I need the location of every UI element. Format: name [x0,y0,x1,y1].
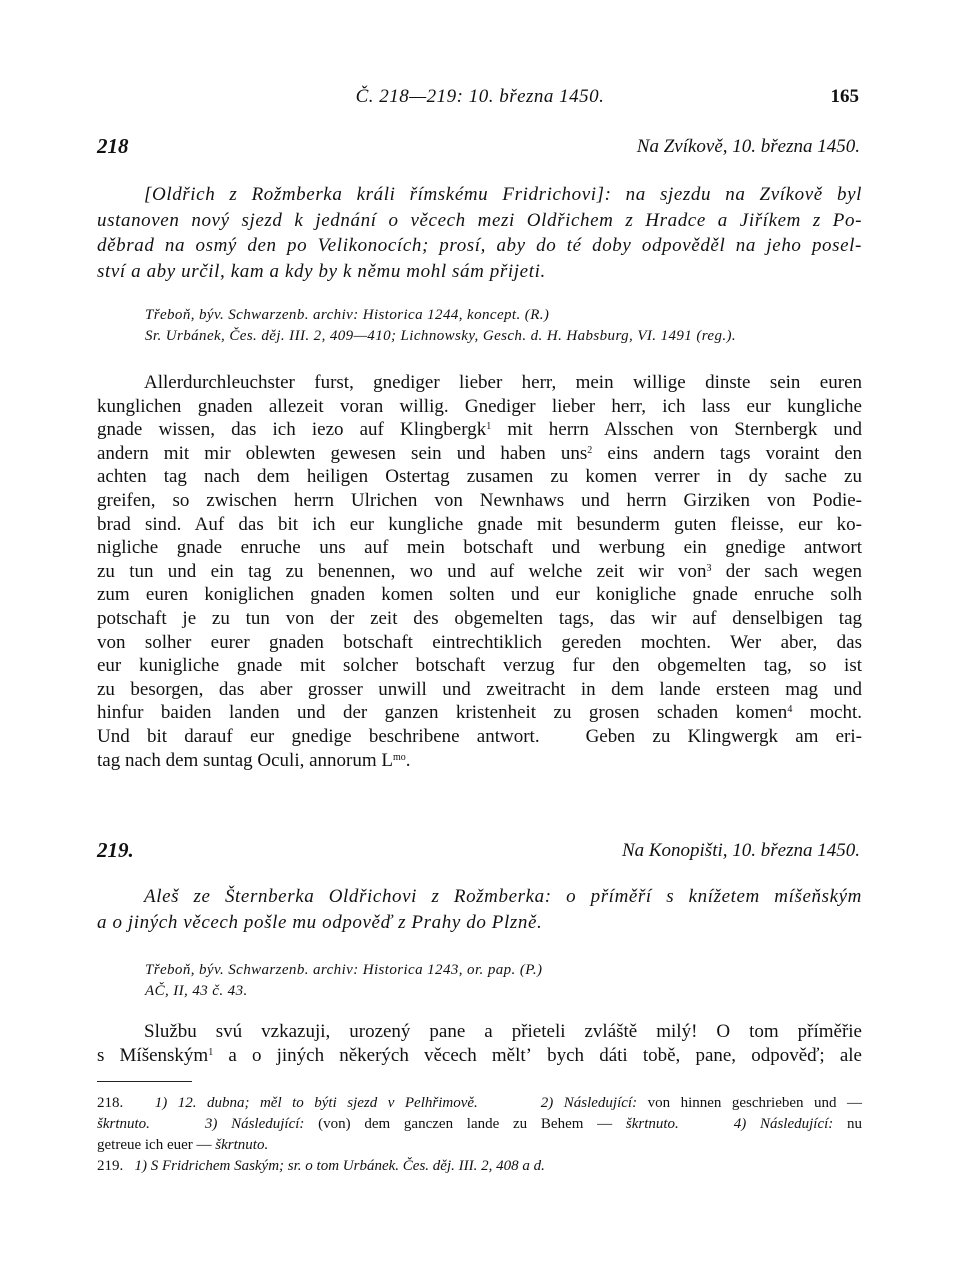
document-number-219: 219. [97,838,134,862]
letter-text-218 [97,371,862,772]
footnote-line: 219. 1) S Fridrichem Saským; sr. o tom Urbánek. Čes. děj. III. 2, 408 a d. [97,1158,545,1174]
text-line: Allerdurchleuchster furst, gnediger lieber herr, mein willige dinste sein euren [144,372,862,393]
text-line: gnade wissen, das ich iezo auf Klingbergk$^1$ mit herrn Alsschen von Sternbergk und [97,419,862,441]
footnote-rule [97,1081,192,1082]
text-line: Službu svú vzkazuji, urozený pane a přieteli zvláště milý! O tom příměřie [144,1021,862,1042]
source-line: Třeboň, býv. Schwarzenb. archiv: Historica 1243, or. pap. (P.) [145,962,543,978]
regest-line: Aleš ze Šternberka Oldřichovi z Rožmberka: o příměří s knížetem míšeňským [144,886,862,907]
footnote-line: 218. 1) 12. dubna; měl to býti sjezd v Pelhřimově. 2) Následující: von hinnen geschrieben und — [97,1095,863,1111]
source-line: Sr. Urbánek, Čes. děj. III. 2, 409—410; Lichnowsky, Gesch. d. H. Habsburg, VI. 1491 (reg.). [145,328,737,344]
regest-line: [Oldřich z Rožmberka králi římskému Fridrichovi]: na sjezdu na Zvíkově byl [144,184,862,205]
text-line: zu tun und ein tag zu benennen, wo und auf welche zeit wir von$^3$ der sach wegen [97,560,862,582]
text-line: achten tag nach dem heiligen Ostertag zusamen zu komen verrer in dy sache zu [97,466,862,488]
footnotes-219 [97,1156,862,1177]
superscript-mo: mo [393,751,406,763]
text-line: greifen, so zwischen herrn Ulrichen von Newnhaws und herrn Girziken von Podie- [97,489,862,511]
text-line: zu besorgen, das aber grosser unwill und zweitracht in dem lande ersteen mag und [97,678,862,700]
regest-219 [97,884,862,935]
letter-text-219 [97,1020,862,1067]
footnote-mark: 3 [706,562,712,574]
source-line: Třeboň, býv. Schwarzenb. archiv: Historica 1244, koncept. (R.) [145,307,550,323]
text-line: eur kunigliche gnade mit solcher botschaft verzug fur den obgemelten tag, so ist [97,655,862,677]
text-line: brad sind. Auf das bit ich eur kungliche gnade mit besunderm guten fleisse, eur ko- [97,513,862,535]
footnote-mark: 1 [208,1046,214,1058]
text-line: zum euren koniglichen gnaden komen solten und eur konigliche gnade enruche solh [97,584,862,606]
regest-line: ství a aby určil, kam a kdy by k němu mohl sám přijeti. [97,260,546,282]
page-number: 165 [830,86,859,107]
regest-line: děbrad na osmý den po Velikonocích; prosí, aby do té doby odpověděl na jeho posel- [97,235,862,256]
footnote-line: škrtnuto. 3) Následující: (von) dem ganczen lande zu Behem — škrtnuto. 4) Následující: nu [97,1116,863,1132]
source-line: AČ, II, 43 č. 43. [145,983,248,999]
archival-source-219 [145,960,865,1002]
archival-source-218 [145,305,865,347]
text-line: tag nach dem suntag Oculi, annorum $L^{mo}$. [97,749,411,771]
document-place-date-218: Na Zvíkově, 10. března 1450. [636,136,860,157]
footnote-line: getreue ich euer — škrtnuto. [97,1137,269,1153]
footnote-mark: 2 [587,444,593,456]
text-line: potschaft je zu tun von der zeit des obgemelten tags, das wir auf denselbigen tag [97,607,862,629]
text-line: Und bit darauf eur gnedige beschribene antwort. Geben zu Klingwergk am eri- [97,725,862,747]
text-line: von solher eurer gnaden botschaft eintrechtiklich gereden mochten. Wer aber, das [97,631,862,653]
text-line: kunglichen gnaden allezeit voran willig. Gnediger lieber herr, ich lass eur kungliche [97,395,862,417]
footnote-mark: 4 [787,704,793,716]
running-header-title: Č. 218—219: 10. března 1450. [355,86,605,107]
text-line: hinfur baiden landen und der ganzen kristenheit zu grosen schaden komen$^4$ mocht. [97,702,862,724]
footnote-mark: 1 [486,421,492,433]
document-number-218: 218 [97,134,129,158]
footnotes-218 [97,1093,862,1156]
regest-line: a o jiných věcech pošle mu odpověď z Prahy do Plzně. [97,911,543,933]
regest-218 [97,182,862,284]
regest-line: ustanoven nový sjezd k jednání o věcech mezi Oldřichem z Hradce a Jiříkem z Po- [97,209,862,231]
text-line: andern mit mir oblewten gewesen sein und haben uns$^2$ eins andern tags voraint den [97,442,862,464]
document-place-date-219: Na Konopišti, 10. března 1450. [621,840,860,861]
text-line: s Míšenským$^1$ a o jiných někerých věcech měltʼ bych dáti tobě, pane, odpověď; ale [97,1044,862,1066]
text-line: nigliche gnade enruche uns auf mein botschaft und werbung ein gnedige antwort [97,537,862,559]
